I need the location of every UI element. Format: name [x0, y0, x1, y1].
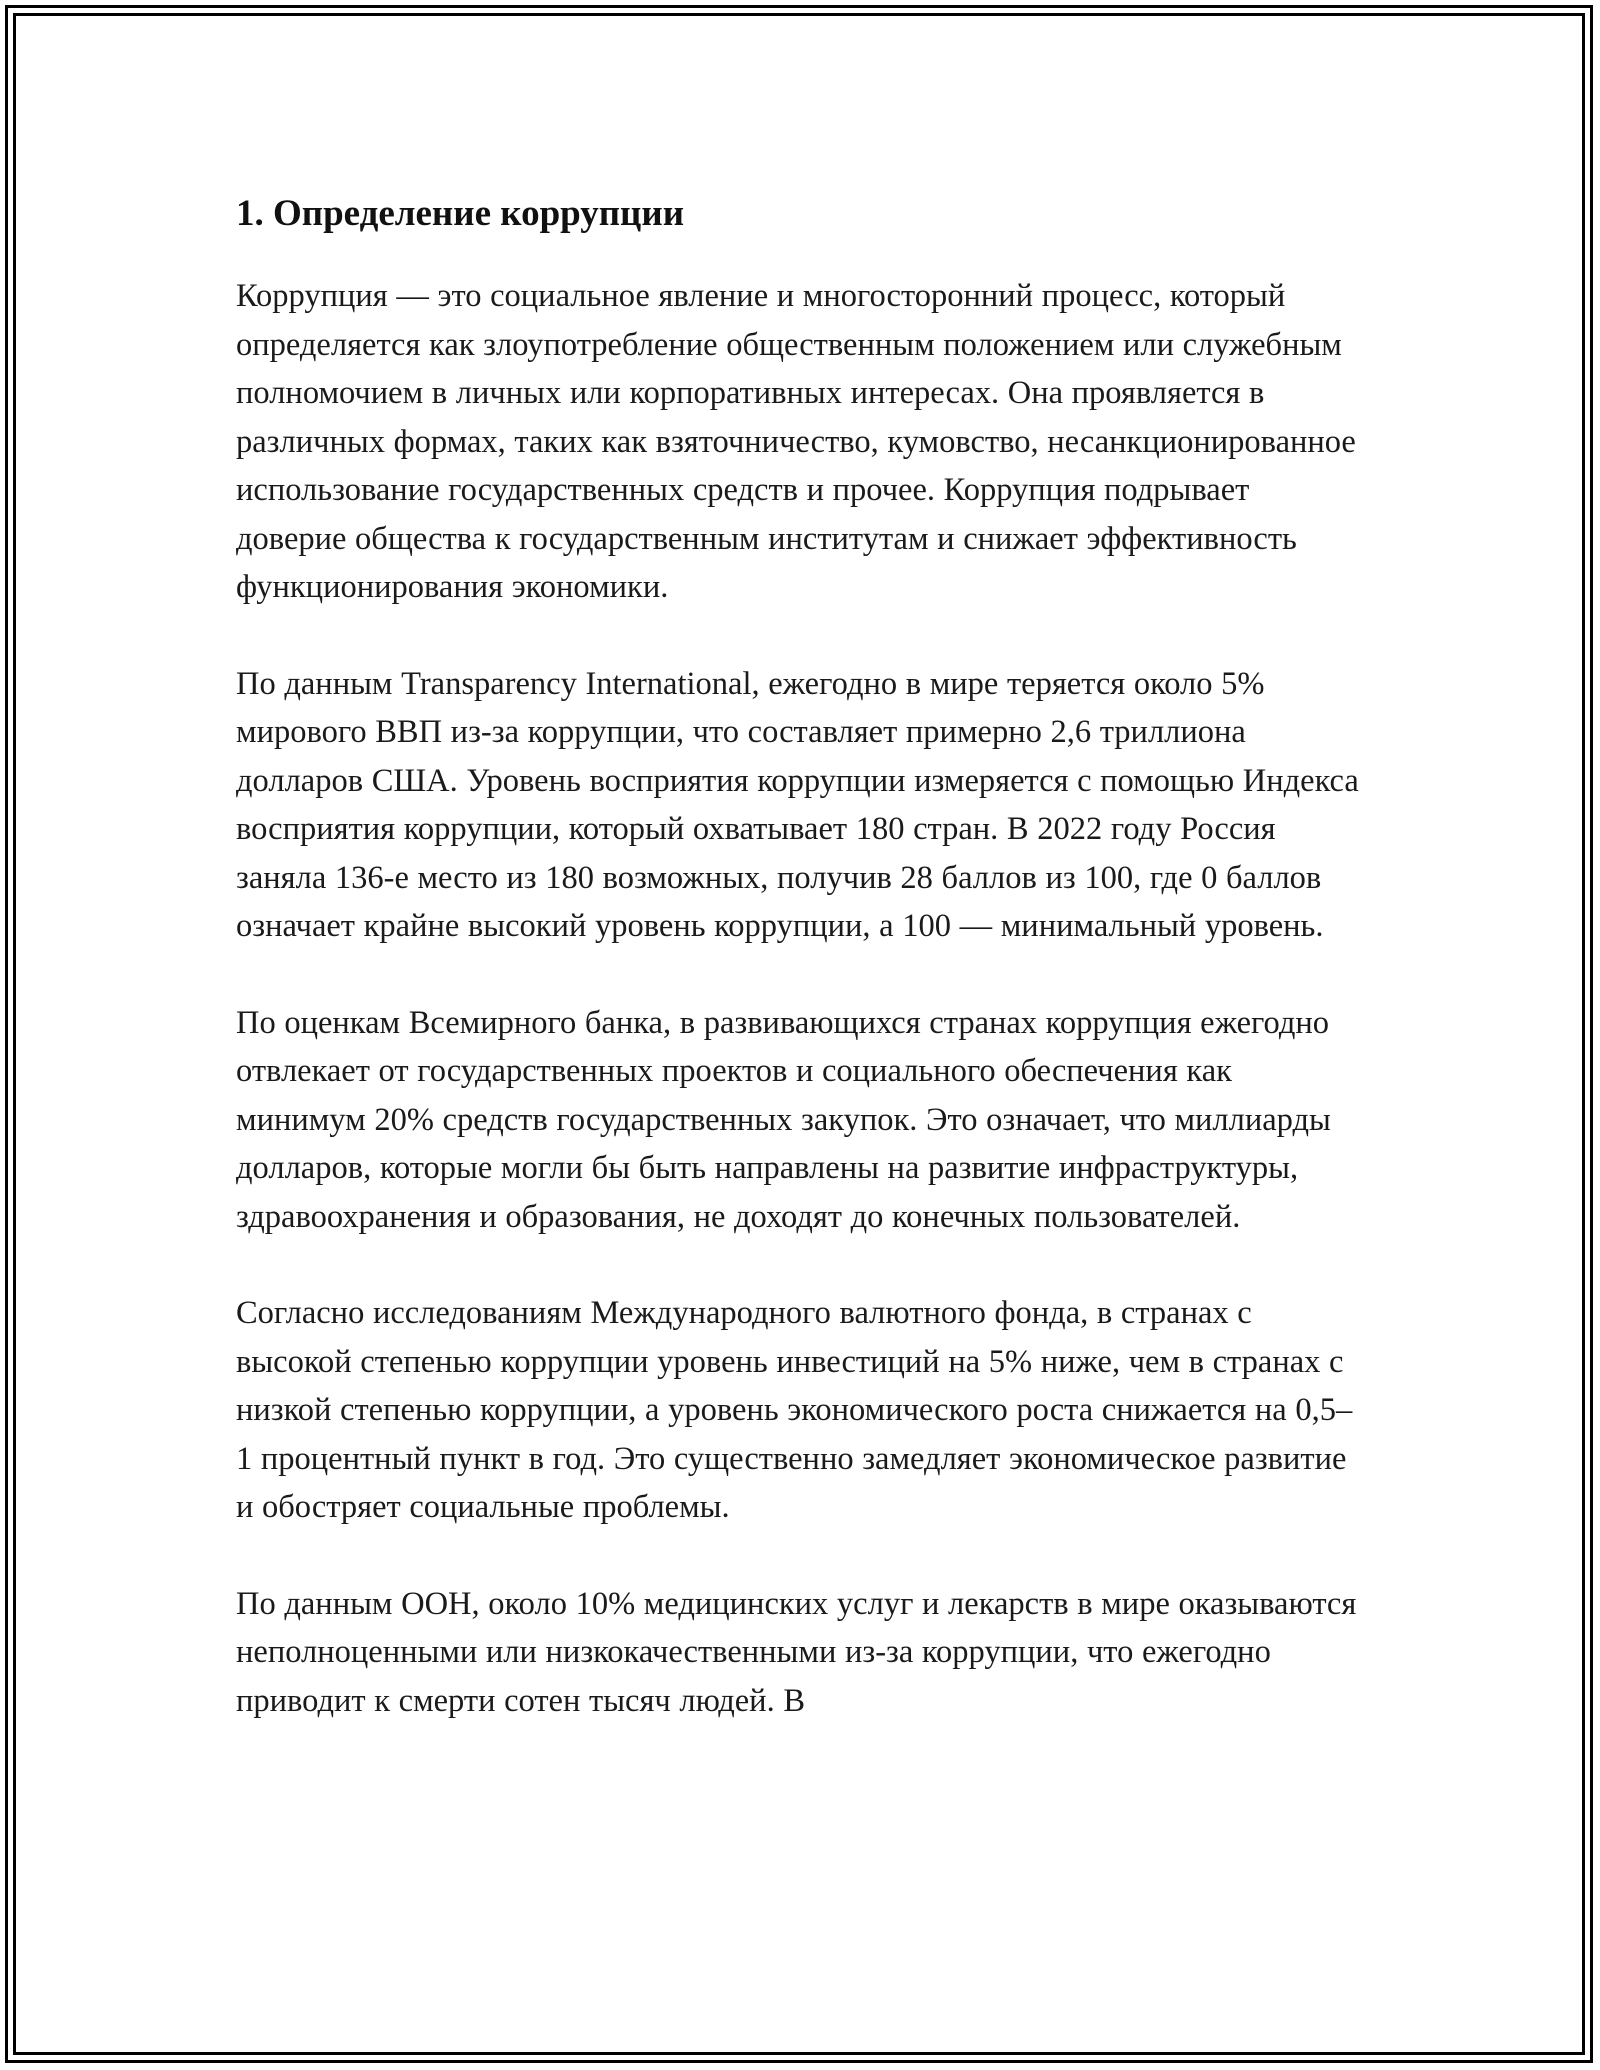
document-body [236, 186, 1368, 1773]
section-heading: 1. Определение коррупции [236, 193, 685, 234]
paragraph-transparency-international: По данным Transparency International, ежегодно в мире теряется около 5% мирового ВВП из-за коррупции, что составляет примерно 2,6 триллиона долларов США. Уровень восприятия коррупции измеряется с помощью Индекса восприятия коррупции, который охватывает 180 стран. В 2022 году Россия заняла 136-е место из 180 возможных, получив 28 баллов из 100, где 0 баллов означает крайне высокий уровень коррупции, а 100 — минимальный уровень. [236, 665, 1359, 944]
paragraph-definition: Коррупция — это социальное явление и многосторонний процесс, который определяется как злоупотребление общественным положением или служебным полномочием в личных или корпоративных интересах. Она проявляется в различных формах, таких как взяточничество, кумовство, несанкционированное использование государственных средств и прочее. Коррупция подрывает доверие общества к государственным институтам и снижает эффективность функционирования экономики. [236, 278, 1356, 605]
paragraph-imf: Согласно исследованиям Международного валютного фонда, в странах с высокой степенью коррупции уровень инвестиций на 5% ниже, чем в странах с низкой степенью коррупции, а уровень экономического роста снижается на 0,5–1 процентный пункт в год. Это существенно замедляет экономическое развитие и обостряет социальные проблемы. [236, 1295, 1353, 1525]
paragraph-un: По данным ООН, около 10% медицинских услуг и лекарств в мире оказываются неполноценными или низкокачественными из-за коррупции, что ежегодно приводит к смерти сотен тысяч людей. В [236, 1585, 1357, 1719]
paragraph-world-bank: По оценкам Всемирного банка, в развивающихся странах коррупция ежегодно отвлекает от государственных проектов и социального обеспечения как минимум 20% средств государственных закупок. Это означает, что миллиарды долларов, которые могли бы быть направлены на развитие инфраструктуры, здравоохранения и образования, не доходят до конечных пользователей. [236, 1004, 1331, 1235]
